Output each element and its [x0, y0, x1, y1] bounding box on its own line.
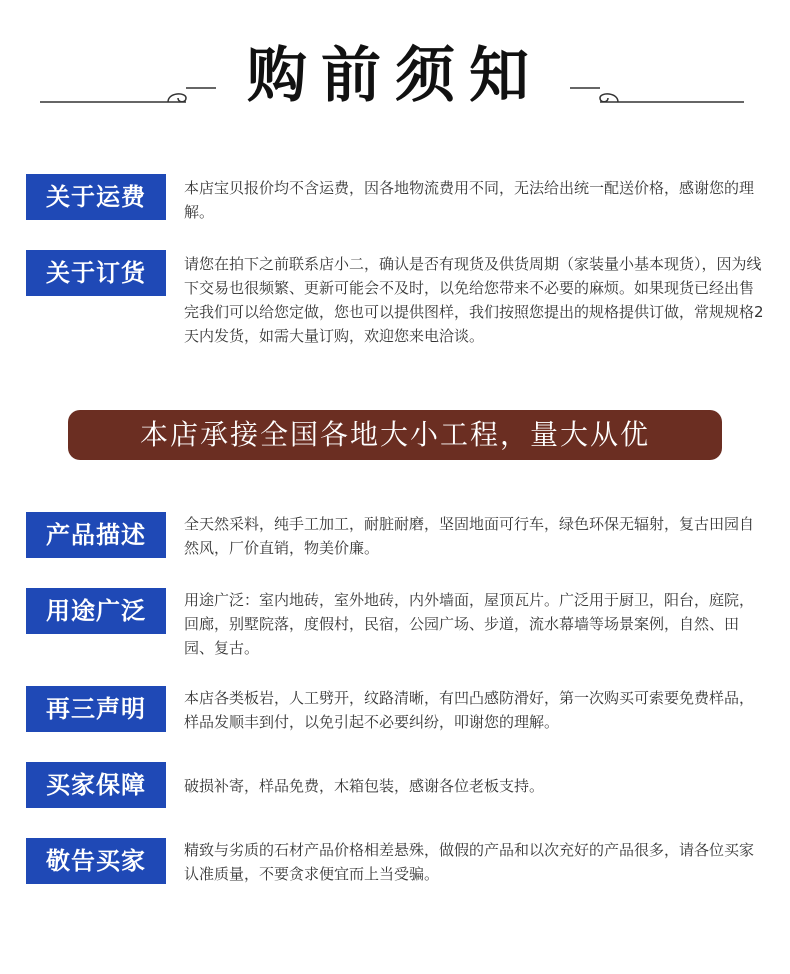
section-label: 产品描述	[26, 512, 166, 558]
section-text: 破损补寄，样品免费，木箱包装，感谢各位老板支持。	[184, 777, 545, 795]
section-text: 精致与劣质的石材产品价格相差悬殊，做假的产品和以次充好的产品很多，请各位买家认准质量，不要贪求便宜而上当受骗。	[184, 841, 755, 883]
promo-banner: 本店承接全国各地大小工程，量大从优	[68, 410, 722, 460]
page-title: 购前须知	[247, 41, 543, 111]
section-text: 请您在拍下之前联系店小二，确认是否有现货及供货周期（家装量小基本现货），因为线下交易也很频繁、更新可能会不及时，以免给您带来不必要的麻烦。如果现货已经出售完我们可以给您定做，您也可以提供图样，我们按照您提出的规格提供订做，常规规格2天内发货，如需大量订购，欢迎您来电洽谈。	[184, 255, 764, 345]
section-label: 关于订货	[26, 250, 166, 296]
header	[0, 30, 790, 130]
section-label: 敬告买家	[26, 838, 166, 884]
section-label: 关于运费	[26, 174, 166, 220]
section-label: 买家保障	[26, 762, 166, 808]
section-text: 全天然采料，纯手工加工，耐脏耐磨，坚固地面可行车，绿色环保无辐射，复古田园自然风，厂价直销，物美价廉。	[184, 515, 755, 557]
section-text: 本店各类板岩，人工劈开，纹路清晰，有凹凸感防滑好，第一次购买可索要免费样品，样品发顺丰到付，以免引起不必要纠纷，叩谢您的理解。	[184, 689, 755, 731]
section-label: 用途广泛	[26, 588, 166, 634]
section-text: 用途广泛：室内地砖，室外地砖，内外墙面，屋顶瓦片。广泛用于厨卫，阳台，庭院，回廊，别墅院落，度假村，民宿，公园广场、步道，流水幕墙等场景案例，自然、田园、复古。	[184, 591, 755, 657]
section-text: 本店宝贝报价均不含运费，因各地物流费用不同，无法给出统一配送价格，感谢您的理解。	[184, 179, 755, 221]
right-ornament-line	[566, 78, 746, 108]
section-label: 再三声明	[26, 686, 166, 732]
